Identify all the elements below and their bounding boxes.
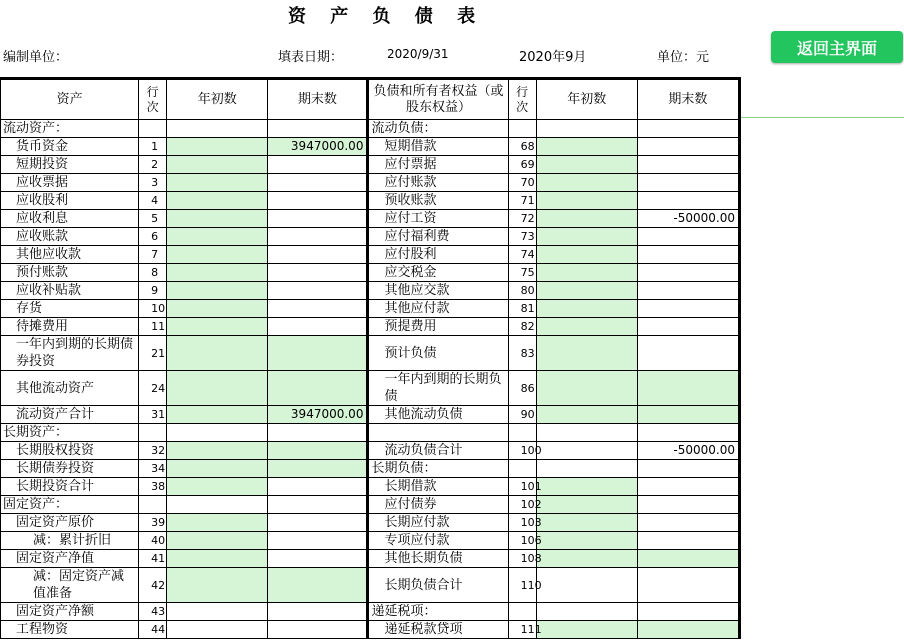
liability-row-no: 74 [508,246,536,264]
asset-row-no: 31 [139,406,167,424]
asset-begin-cell[interactable] [167,192,268,210]
liability-item: 应交税金 [368,264,508,282]
liability-begin-cell[interactable] [536,282,637,300]
liability-end-cell[interactable] [637,246,739,264]
asset-item: 长期股权投资 [1,442,139,460]
liability-item: 应付债券 [368,496,508,514]
asset-end-cell[interactable] [268,568,368,603]
table-row [1,478,740,496]
asset-end-cell[interactable] [268,318,368,336]
liability-row-no: 71 [508,192,536,210]
asset-row-no: 8 [139,264,167,282]
asset-begin-cell[interactable] [167,424,268,442]
liability-end-cell[interactable] [637,156,739,174]
asset-end-cell[interactable] [268,371,368,406]
liability-begin-cell[interactable] [536,210,637,228]
asset-item: 长期资产： [1,424,139,442]
liability-item: 应付股利 [368,246,508,264]
liability-row-no: 111 [508,621,536,639]
liability-item: 长期应付款 [368,514,508,532]
table-row [1,336,740,371]
liability-begin-cell[interactable] [536,603,637,621]
asset-item: 预付账款 [1,264,139,282]
asset-item: 应收账款 [1,228,139,246]
asset-begin-cell[interactable] [167,514,268,532]
asset-row-no [139,424,167,442]
asset-end-cell[interactable] [268,336,368,371]
liability-row-no [508,603,536,621]
liability-end-cell[interactable] [637,621,739,639]
liability-row-no: 72 [508,210,536,228]
asset-row-no: 40 [139,532,167,550]
asset-item: 固定资产净额 [1,603,139,621]
asset-begin-cell[interactable] [167,246,268,264]
liability-row-no: 86 [508,371,536,406]
liability-begin-cell[interactable] [536,550,637,568]
liability-begin-cell[interactable] [536,174,637,192]
asset-end-cell[interactable] [268,156,368,174]
asset-begin-cell[interactable] [167,174,268,192]
liability-item: 预收账款 [368,192,508,210]
liability-item: 长期负债： [368,460,508,478]
return-main-button[interactable]: 返回主界面 [771,31,903,63]
liability-begin-cell[interactable] [536,138,637,156]
liability-item: 预提费用 [368,318,508,336]
liability-end-cell[interactable] [637,228,739,246]
table-row [1,460,740,478]
liability-end-cell[interactable] [637,120,739,138]
table-row [1,318,740,336]
liability-row-no [508,120,536,138]
liability-begin-cell[interactable] [536,120,637,138]
asset-end-cell[interactable] [268,532,368,550]
table-row [1,603,740,621]
asset-end-cell[interactable]: 3947000.00 [268,138,368,156]
liability-row-no: 83 [508,336,536,371]
header-end: 期末数 [268,79,368,120]
liability-item: 递延税款贷项 [368,621,508,639]
asset-row-no: 4 [139,192,167,210]
liability-end-cell[interactable] [637,550,739,568]
liability-end-cell[interactable] [637,192,739,210]
asset-begin-cell[interactable] [167,300,268,318]
table-row [1,300,740,318]
asset-item: 减：累计折旧 [1,532,139,550]
liability-end-cell[interactable] [637,318,739,336]
asset-row-no: 5 [139,210,167,228]
table-row [1,424,740,442]
liability-begin-cell[interactable] [536,336,637,371]
header-row-no: 行次 [139,79,167,120]
asset-end-cell[interactable] [268,210,368,228]
asset-item: 存货 [1,300,139,318]
liability-end-cell[interactable] [637,532,739,550]
liability-row-no: 108 [508,550,536,568]
table-row [1,621,740,639]
asset-begin-cell[interactable] [167,460,268,478]
liability-end-cell[interactable] [637,406,739,424]
liability-item: 其他长期负债 [368,550,508,568]
liability-end-cell[interactable] [637,478,739,496]
table-row [1,532,740,550]
asset-item: 应收票据 [1,174,139,192]
asset-begin-cell[interactable] [167,371,268,406]
divider [741,117,904,118]
table-row [1,210,740,228]
asset-end-cell[interactable] [268,246,368,264]
liability-begin-cell[interactable] [536,192,637,210]
liability-item: 应付票据 [368,156,508,174]
liability-item: 应付工资 [368,210,508,228]
table-row [1,550,740,568]
liability-row-no: 100 [508,442,536,460]
asset-item: 短期投资 [1,156,139,174]
asset-row-no: 43 [139,603,167,621]
asset-end-cell[interactable] [268,174,368,192]
asset-item: 应收补贴款 [1,282,139,300]
liability-end-cell[interactable] [637,514,739,532]
liability-item: 应付福利费 [368,228,508,246]
asset-row-no: 39 [139,514,167,532]
asset-item: 应收利息 [1,210,139,228]
liability-begin-cell[interactable] [536,478,637,496]
asset-end-cell[interactable] [268,264,368,282]
table-row [1,174,740,192]
liability-begin-cell[interactable] [536,246,637,264]
asset-item: 长期投资合计 [1,478,139,496]
table-row [1,138,740,156]
liability-item: 递延税项： [368,603,508,621]
liability-item: 专项应付款 [368,532,508,550]
asset-row-no: 21 [139,336,167,371]
liability-begin-cell[interactable] [536,442,637,460]
liability-begin-cell[interactable] [536,496,637,514]
asset-end-cell[interactable] [268,282,368,300]
asset-end-cell[interactable] [268,460,368,478]
asset-item: 固定资产原价 [1,514,139,532]
liability-begin-cell[interactable] [536,228,637,246]
liability-end-cell[interactable] [637,424,739,442]
asset-item: 应收股利 [1,192,139,210]
table-row [1,228,740,246]
table-row [1,264,740,282]
liability-end-cell[interactable] [637,568,739,603]
asset-row-no: 11 [139,318,167,336]
liability-end-cell[interactable] [637,138,739,156]
asset-end-cell[interactable] [268,550,368,568]
table-row [1,568,740,603]
asset-row-no: 41 [139,550,167,568]
asset-row-no: 38 [139,478,167,496]
liability-end-cell[interactable] [637,603,739,621]
liability-row-no: 82 [508,318,536,336]
asset-end-cell[interactable] [268,192,368,210]
liability-begin-cell[interactable] [536,406,637,424]
asset-begin-cell[interactable] [167,138,268,156]
asset-item: 固定资产净值 [1,550,139,568]
report-title: 资 产 负 债 表 [288,6,485,27]
asset-item: 固定资产： [1,496,139,514]
liability-row-no: 102 [508,496,536,514]
asset-begin-cell[interactable] [167,532,268,550]
header-begin: 年初数 [167,79,268,120]
table-row [1,406,740,424]
liability-begin-cell[interactable] [536,264,637,282]
liability-end-cell[interactable] [637,300,739,318]
asset-end-cell[interactable] [268,424,368,442]
table-body [1,120,740,639]
liability-item: 其他应交款 [368,282,508,300]
asset-begin-cell[interactable] [167,568,268,603]
liability-begin-cell[interactable] [536,156,637,174]
liability-item: 短期借款 [368,138,508,156]
asset-row-no: 10 [139,300,167,318]
asset-row-no: 44 [139,621,167,639]
liability-item: 长期负债合计 [368,568,508,603]
header-begin: 年初数 [536,79,637,120]
period-value: 2020年9月 [519,50,587,65]
liability-item: 长期借款 [368,478,508,496]
header-asset: 资产 [1,79,139,120]
liability-end-cell[interactable] [637,460,739,478]
asset-row-no [139,120,167,138]
liability-row-no: 110 [508,568,536,603]
table-row [1,156,740,174]
asset-begin-cell[interactable] [167,603,268,621]
liability-item [368,424,508,442]
header-row-no: 行次 [508,79,536,120]
liability-end-cell[interactable] [637,371,739,406]
liability-end-cell[interactable] [637,174,739,192]
asset-end-cell[interactable] [268,120,368,138]
asset-row-no: 32 [139,442,167,460]
asset-row-no: 2 [139,156,167,174]
asset-item: 流动资产： [1,120,139,138]
asset-end-cell[interactable] [268,300,368,318]
liability-begin-cell[interactable] [536,532,637,550]
asset-item: 一年内到期的长期债券投资 [1,336,139,371]
currency-label: 单位：元 [657,50,710,65]
asset-begin-cell[interactable] [167,621,268,639]
asset-begin-cell[interactable] [167,550,268,568]
liability-begin-cell[interactable] [536,371,637,406]
table-row [1,514,740,532]
balance-sheet-table [0,77,741,639]
table-row [1,371,740,406]
asset-begin-cell[interactable] [167,496,268,514]
liability-begin-cell[interactable] [536,300,637,318]
liability-row-no: 70 [508,174,536,192]
liability-row-no [508,424,536,442]
asset-begin-cell[interactable] [167,228,268,246]
asset-item: 货币资金 [1,138,139,156]
liability-end-cell[interactable]: -50000.00 [637,442,739,460]
table-row [1,442,740,460]
asset-end-cell[interactable] [268,478,368,496]
asset-item: 工程物资 [1,621,139,639]
liability-begin-cell[interactable] [536,424,637,442]
asset-begin-cell[interactable] [167,478,268,496]
liability-item: 一年内到期的长期负债 [368,371,508,406]
asset-row-no: 3 [139,174,167,192]
liability-item: 应付账款 [368,174,508,192]
asset-begin-cell[interactable] [167,442,268,460]
org-label: 编制单位： [3,50,69,65]
liability-begin-cell[interactable] [536,568,637,603]
liability-item: 其他流动负债 [368,406,508,424]
asset-begin-cell[interactable] [167,336,268,371]
asset-row-no: 24 [139,371,167,406]
asset-begin-cell[interactable] [167,156,268,174]
asset-row-no: 1 [139,138,167,156]
asset-end-cell[interactable] [268,496,368,514]
table-row [1,120,740,138]
asset-end-cell[interactable] [268,514,368,532]
header-liability: 负债和所有者权益（或股东权益） [368,79,508,120]
asset-end-cell[interactable] [268,621,368,639]
liability-row-no [508,460,536,478]
liability-item: 流动负债： [368,120,508,138]
asset-row-no: 7 [139,246,167,264]
asset-end-cell[interactable] [268,228,368,246]
liability-begin-cell[interactable] [536,514,637,532]
date-label: 填表日期： [278,50,344,65]
asset-end-cell[interactable] [268,603,368,621]
liability-row-no: 103 [508,514,536,532]
asset-item: 长期债券投资 [1,460,139,478]
table-row [1,282,740,300]
asset-begin-cell[interactable] [167,406,268,424]
liability-end-cell[interactable] [637,496,739,514]
liability-end-cell[interactable] [637,264,739,282]
header-end: 期末数 [637,79,739,120]
asset-begin-cell[interactable] [167,282,268,300]
asset-begin-cell[interactable] [167,120,268,138]
asset-row-no: 42 [139,568,167,603]
asset-item: 待摊费用 [1,318,139,336]
asset-row-no [139,496,167,514]
liability-row-no: 101 [508,478,536,496]
liability-row-no: 68 [508,138,536,156]
table-row [1,496,740,514]
liability-row-no: 81 [508,300,536,318]
liability-row-no: 73 [508,228,536,246]
asset-row-no: 34 [139,460,167,478]
asset-begin-cell[interactable] [167,264,268,282]
asset-begin-cell[interactable] [167,318,268,336]
liability-row-no: 75 [508,264,536,282]
asset-item: 其他应收款 [1,246,139,264]
date-value: 2020/9/31 [387,47,449,61]
table-row [1,246,740,264]
liability-row-no: 80 [508,282,536,300]
liability-row-no: 90 [508,406,536,424]
liability-end-cell[interactable]: -50000.00 [637,210,739,228]
asset-item: 流动资产合计 [1,406,139,424]
asset-item: 减：固定资产减值准备 [1,568,139,603]
liability-item: 预计负债 [368,336,508,371]
liability-item: 流动负债合计 [368,442,508,460]
liability-begin-cell[interactable] [536,318,637,336]
liability-begin-cell[interactable] [536,460,637,478]
liability-row-no: 69 [508,156,536,174]
asset-item: 其他流动资产 [1,371,139,406]
asset-row-no: 9 [139,282,167,300]
liability-item: 其他应付款 [368,300,508,318]
asset-row-no: 6 [139,228,167,246]
liability-row-no: 106 [508,532,536,550]
table-row [1,192,740,210]
liability-begin-cell[interactable] [536,621,637,639]
asset-begin-cell[interactable] [167,210,268,228]
asset-end-cell[interactable] [268,442,368,460]
liability-end-cell[interactable] [637,282,739,300]
liability-end-cell[interactable] [637,336,739,371]
asset-end-cell[interactable]: 3947000.00 [268,406,368,424]
